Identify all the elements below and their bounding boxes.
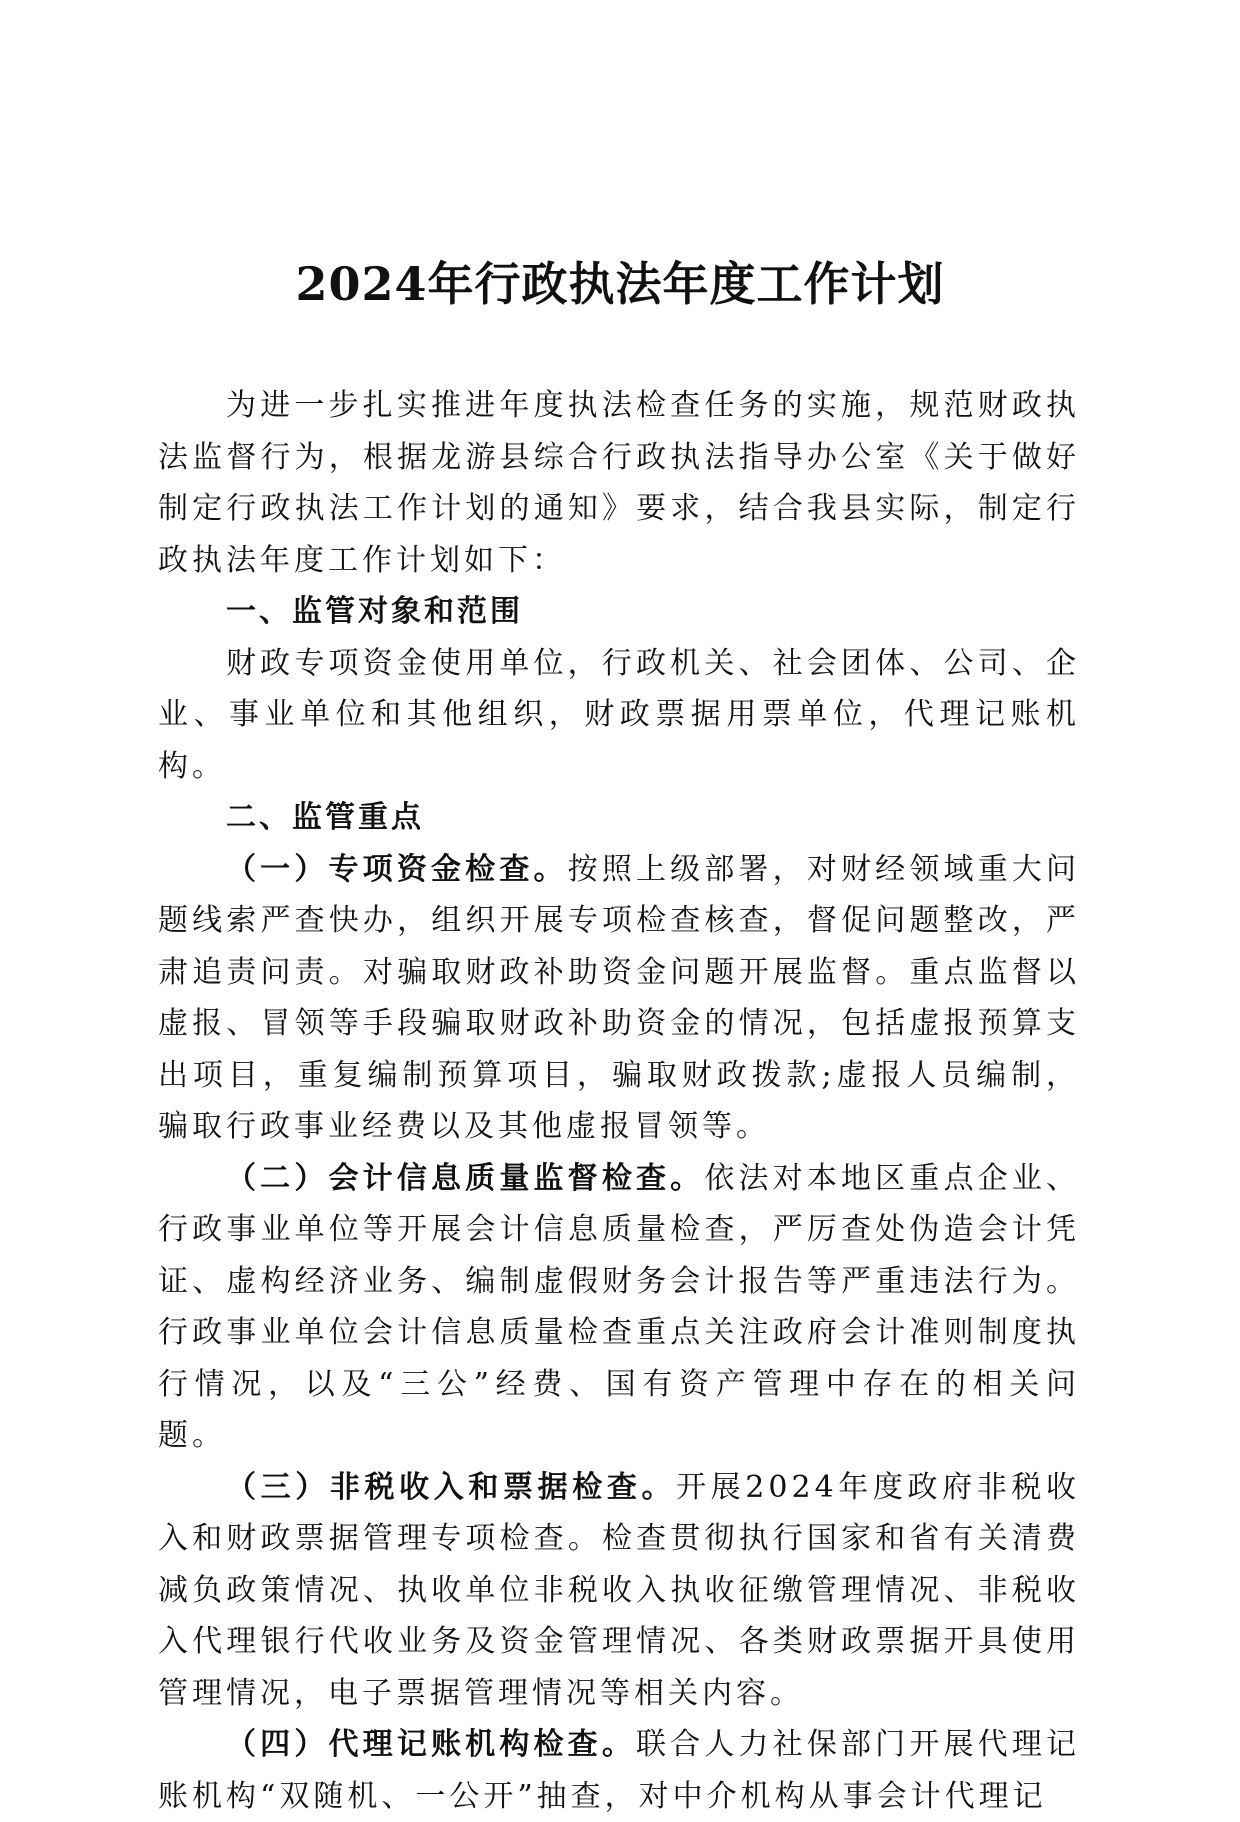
document-title: 2024年行政执法年度工作计划 xyxy=(295,257,945,311)
document-body xyxy=(158,380,1080,1822)
item-text: 开展2024年度政府非税收入和财政票据管理专项检查。检查贯彻执行国家和省有关清费减负政策情况、执收单位非税收入执收征缴管理情况、非税收入代理银行代收业务及资金管理情况、各类财政票据开具使用管理情况，电子票据管理情况等相关内容。 xyxy=(158,1469,1080,1711)
item-text: 联合人力社保部门开展代理记账机构“双随机、一公开”抽查，对中介机构从事会计代理记 xyxy=(158,1727,1080,1814)
section-heading-scope: 一、监管对象和范围 xyxy=(226,594,523,629)
focus-item-nontax-bills xyxy=(158,1462,1080,1720)
section-heading-focus: 二、监管重点 xyxy=(226,800,424,835)
focus-item-special-funds xyxy=(158,844,1080,1153)
item-text: 依法对本地区重点企业、行政事业单位等开展会计信息质量检查，严厉查处伪造会计凭证、虚构经济业务、编制虚假财务会计报告等严重违法行为。行政事业单位会计信息质量检查重点关注政府会计准则制度执行情况，以及“三公”经费、国有资产管理中存在的相关问题。 xyxy=(158,1160,1081,1453)
focus-item-bookkeeping-agencies xyxy=(158,1719,1080,1822)
item-text: 按照上级部署，对财经领域重大问题线索严查快办，组织开展专项检查核查，督促问题整改，严肃追责问责。对骗取财政补助资金问题开展监督。重点监督以虚报、冒领等手段骗取财政补助资金的情况，包括虚报预算支出项目，重复编制预算项目，骗取财政拨款;虚报人员编制，骗取行政事业经费以及其他虚报冒领等。 xyxy=(158,851,1081,1144)
intro-paragraph: 为进一步扎实推进年度执法检查任务的实施，规范财政执法监督行为，根据龙游县综合行政执法指导办公室《关于做好制定行政执法工作计划的通知》要求，结合我县实际，制定行政执法年度工作计划如下： xyxy=(158,388,1080,578)
item-lead: （一）专项资金检查。 xyxy=(226,851,568,887)
item-lead: （三）非税收入和票据检查。 xyxy=(226,1469,677,1505)
focus-item-accounting-quality xyxy=(158,1153,1080,1462)
item-lead: （四）代理记账机构检查。 xyxy=(226,1727,636,1762)
scope-paragraph: 财政专项资金使用单位，行政机关、社会团体、公司、企业、事业单位和其他组织，财政票据用票单位，代理记账机构。 xyxy=(158,645,1080,784)
item-lead: （二）会计信息质量监督检查。 xyxy=(226,1160,705,1196)
